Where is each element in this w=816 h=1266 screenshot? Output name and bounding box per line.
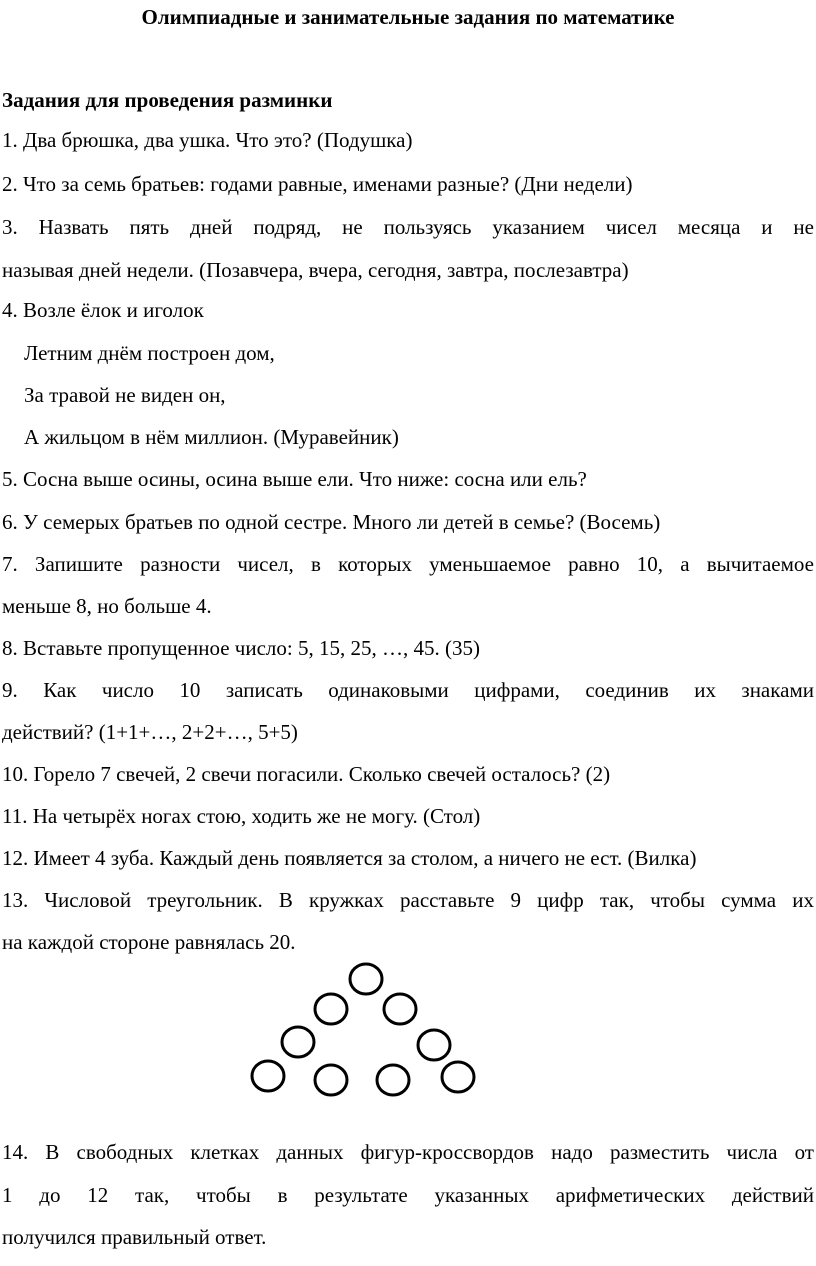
task-line-9b: действий? (1+1+…, 2+2+…, 5+5) [2,720,298,744]
task-line-14b: 1 до 12 так, чтобы в результате указанных арифметических действий [2,1183,814,1207]
task-line-5: 5. Сосна выше осины, осина выше ели. Что ниже: сосна или ель? [2,467,587,491]
triangle-circle [384,994,416,1024]
triangle-circle [418,1030,450,1060]
task-line-13b: на каждой стороне равнялась 20. [2,930,296,954]
task-line-14a: 14. В свободных клетках данных фигур-кроссвордов надо разместить числа от [2,1140,814,1164]
triangle-circle [377,1065,409,1095]
task-line-2: 2. Что за семь братьев: годами равные, именами разные? (Дни недели) [2,172,633,196]
triangle-circle [350,964,382,994]
section-heading: Задания для проведения разминки [2,88,333,112]
triangle-circle [252,1061,284,1091]
triangle-circle [282,1027,314,1057]
task-line-9a: 9. Как число 10 записать одинаковыми цифрами, соединив их знаками [2,678,814,702]
task-line-1: 1. Два брюшка, два ушка. Что это? (Подушка) [2,128,413,152]
triangle-circle [442,1062,474,1092]
task-line-7a: 7. Запишите разности чисел, в которых уменьшаемое равно 10, а вычитаемое [2,552,814,576]
task-line-11: 11. На четырёх ногах стою, ходить же не могу. (Стол) [2,804,481,828]
task-line-13a: 13. Числовой треугольник. В кружках расставьте 9 цифр так, чтобы сумма их [2,888,814,912]
document-title: Олимпиадные и занимательные задания по математике [141,5,675,29]
task-line-8: 8. Вставьте пропущенное число: 5, 15, 25, …, 45. (35) [2,636,480,660]
triangle-circle [315,1065,347,1095]
task-line-3b: называя дней недели. (Позавчера, вчера, сегодня, завтра, послезавтра) [2,258,629,282]
task-line-7b: меньше 8, но больше 4. [2,594,212,618]
task-line-14c: получился правильный ответ. [2,1225,267,1249]
task-line-12: 12. Имеет 4 зуба. Каждый день появляется за столом, а ничего не ест. (Вилка) [2,846,697,870]
poem-line-2: Летним днём построен дом, [24,341,275,365]
task-line-4a: 4. Возле ёлок и иголок [2,298,204,322]
task-line-6: 6. У семерых братьев по одной сестре. Много ли детей в семье? (Восемь) [2,510,661,534]
poem-line-3: За травой не виден он, [24,383,226,407]
poem-line-4: А жильцом в нём миллион. (Муравейник) [24,425,399,449]
task-line-3a: 3. Назвать пять дней подряд, не пользуясь указанием чисел месяца и не [2,215,814,239]
task-line-10: 10. Горело 7 свечей, 2 свечи погасили. Сколько свечей осталось? (2) [2,762,611,786]
triangle-circle [315,994,347,1024]
